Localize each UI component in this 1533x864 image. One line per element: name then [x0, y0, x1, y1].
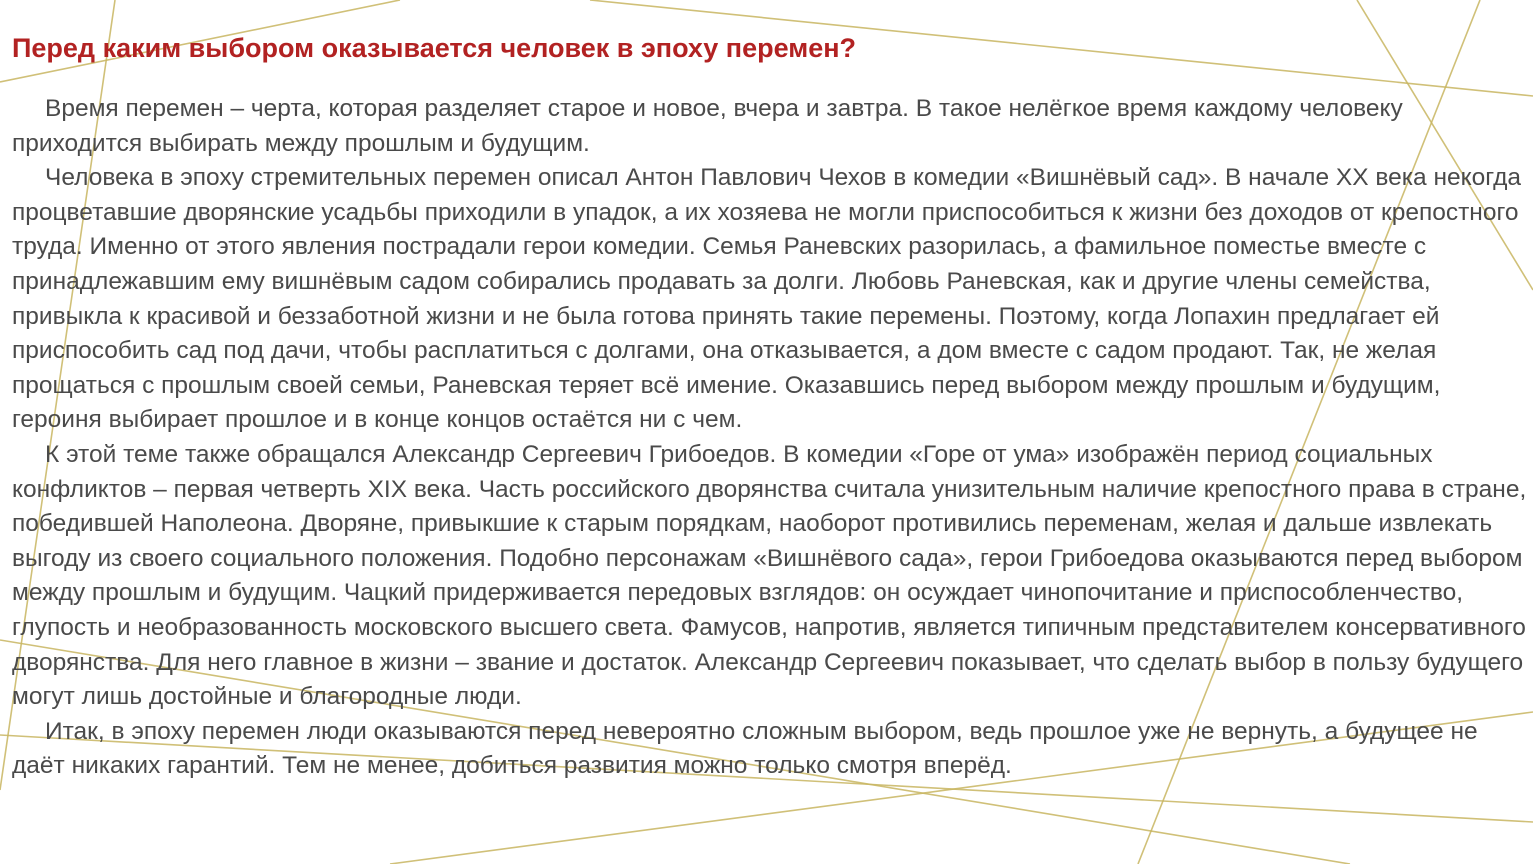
paragraph-intro: Время перемен – черта, которая разделяет старое и новое, вчера и завтра. В такое нелёгкое время каждому человеку приходится выбирать между прошлым и будущим.: [12, 95, 1403, 157]
paragraph-chekhov: Человека в эпоху стремительных перемен описал Антон Павлович Чехов в комедии «Вишнёвый сад». В начале XX века некогда процветавшие дворянские усадьбы приходили в упадок, а их хозяева не могли приспособиться к жизни без доходов от крепостного труда. Именно от этого явления пострадали герои комедии. Семья Раневских разорилась, а фамильное поместье вместе с принадлежавшим ему вишнёвым садом собирались продавать за долги. Любовь Раневская, как и другие члены семейства, привыкла к красивой и беззаботной жизни и не была готова принять такие перемены. Поэтому, когда Лопахин предлагает ей приспособить сад под дачи, чтобы расплатиться с долгами, она отказывается, а дом вместе с садом продают. Так, не желая прощаться с прошлым своей семьи, Раневская теряет всё имение. Оказавшись перед выбором между прошлым и будущим, героиня выбирает прошлое и в конце концов остаётся ни с чем.: [12, 164, 1521, 434]
paragraph-griboedov: К этой теме также обращался Александр Сергеевич Грибоедов. В комедии «Горе от ума» изображён период социальных конфликтов – первая четверть XIX века. Часть российского дворянства считала унизительным наличие крепостного права в стране, победившей Наполеона. Дворяне, привыкшие к старым порядкам, наоборот противились переменам, желая и дальше извлекать выгоду из своего социального положения. Подобно персонажам «Вишнёвого сада», герои Грибоедова оказываются перед выбором между прошлым и будущим. Чацкий придерживается передовых взглядов: он осуждает чинопочитание и приспособленчество, глупость и необразованность московского высшего света. Фамусов, напротив, является типичным представителем консервативного дворянства. Для него главное в жизни – звание и достаток. Александр Сергеевич показывает, что сделать выбор в пользу будущего могут лишь достойные и благородные люди.: [12, 440, 1527, 711]
essay-body: [12, 92, 1527, 784]
paragraph-conclusion: Итак, в эпоху перемен люди оказываются перед невероятно сложным выбором, ведь прошлое уже не вернуть, а будущее не даёт никаких гарантий. Тем не менее, добиться развития можно только смотря вперёд.: [12, 717, 1478, 780]
page-title: Перед каким выбором оказывается человек в эпоху перемен?: [12, 33, 857, 63]
